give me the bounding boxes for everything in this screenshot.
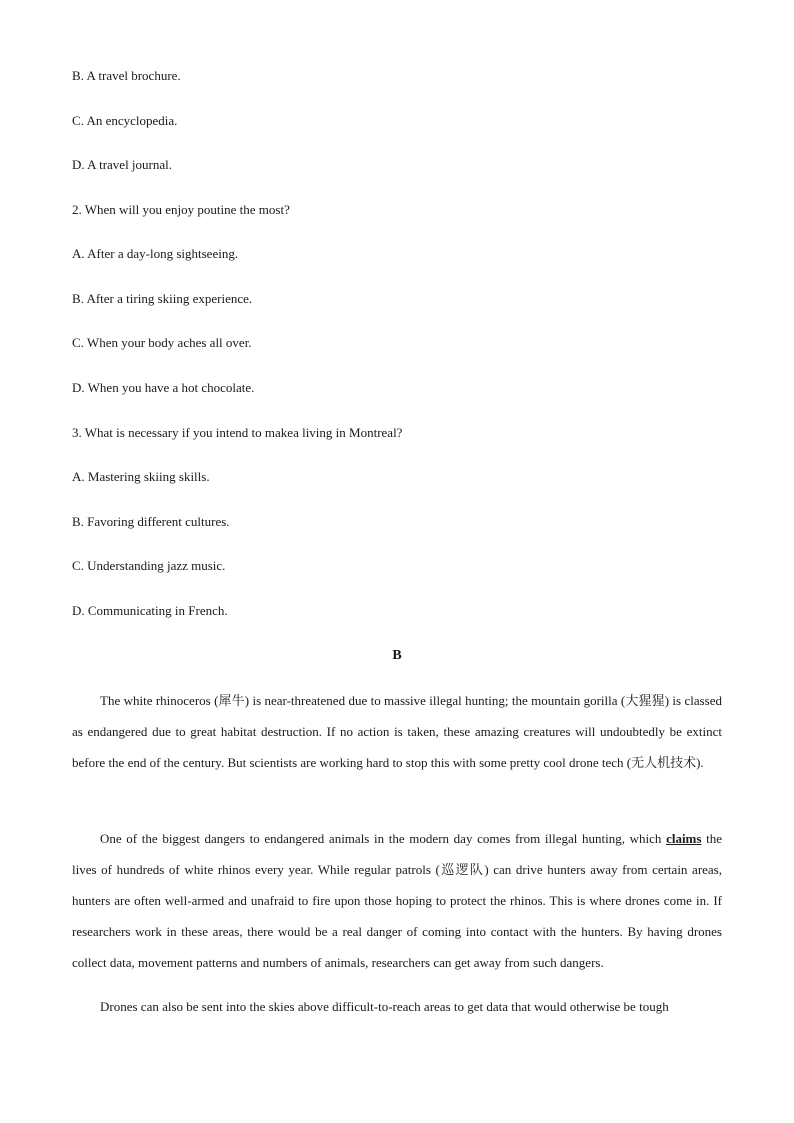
q3-option-a: A. Mastering skiing skills. [72, 469, 210, 484]
q3-option-c: C. Understanding jazz music. [72, 558, 226, 573]
section-heading: B [392, 648, 402, 663]
q3-option-d: D. Communicating in French. [72, 603, 228, 618]
q3-option-b: B. Favoring different cultures. [72, 514, 230, 529]
q2-option-d: D. When you have a hot chocolate. [72, 380, 255, 395]
q1-option-b: B. A travel brochure. [72, 68, 181, 83]
q2-option-c: C. When your body aches all over. [72, 335, 252, 350]
keyword-claims: claims [666, 831, 702, 846]
paragraph-2-text-after: the lives of hundreds of white rhinos every year. While regular patrols (巡逻队) can drive hunters away from certain areas, hunters are often well-armed and unafraid to fire upon those hoping to protect the rhinos. This is where drones come in. If researchers work in these areas, there would be a real danger of coming into contact with the hunters. By having drones collect data, movement patterns and numbers of animals, researchers can get away from such dangers. [72, 831, 722, 970]
passage-paragraph-3: Drones can also be sent into the skies above difficult-to-reach areas to get data that would otherwise be tough [100, 999, 669, 1014]
paragraph-2-text-before: One of the biggest dangers to endangered animals in the modern day comes from illegal hunting, which [100, 831, 667, 846]
passage-paragraph-2 [72, 823, 722, 978]
q2-option-b: B. After a tiring skiing experience. [72, 291, 253, 306]
q2-stem: 2. When will you enjoy poutine the most? [72, 202, 290, 217]
q2-option-a: A. After a day-long sightseeing. [72, 246, 239, 261]
passage-paragraph-1: The white rhinoceros (犀牛) is near-threatened due to massive illegal hunting; the mountain gorilla (大猩猩) is classed as endangered due to great habitat destruction. If no action is taken, these amazing creatures will undoubtedly be extinct before the end of the century. But scientists are working hard to stop this with some pretty cool drone tech (无人机技术). [72, 693, 722, 770]
q3-stem: 3. What is necessary if you intend to makea living in Montreal? [72, 425, 403, 440]
q1-option-d: D. A travel journal. [72, 157, 173, 172]
q1-option-c: C. An encyclopedia. [72, 113, 178, 128]
